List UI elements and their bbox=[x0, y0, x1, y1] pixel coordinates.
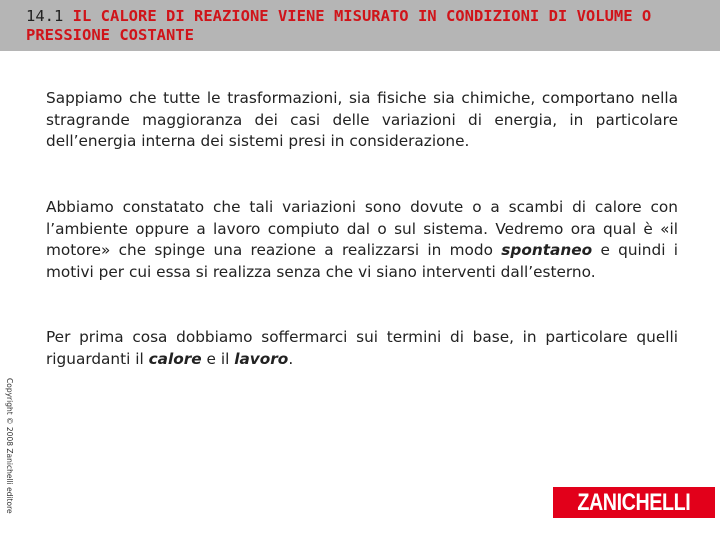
emphasis-spontaneo: spontaneo bbox=[501, 241, 593, 259]
paragraph-3-text-mid: e il bbox=[206, 349, 230, 368]
paragraph-3 bbox=[46, 327, 678, 370]
paragraph-2-text-a: Abbiamo constatato che tali variazioni sono dovute o a scambi di calore con l’ambiente oppure a lavoro compiuto dal o sul sistema. Vedremo ora qual è «il motore» che spinge una reazione a realizzarsi in modo bbox=[46, 198, 678, 259]
paragraph-3-end: . bbox=[288, 349, 294, 368]
logo-text: ZANICHELLI bbox=[577, 488, 691, 516]
zanichelli-logo bbox=[553, 487, 715, 518]
emphasis-calore: calore bbox=[148, 349, 202, 368]
paragraph-3-text-a: Per prima cosa dobbiamo soffermarci sui termini di base, in particolare quelli riguardanti il bbox=[46, 328, 678, 368]
header-bar bbox=[0, 0, 720, 51]
paragraph-2 bbox=[46, 197, 678, 283]
paragraph-1: Sappiamo che tutte le trasformazioni, sia fisiche sia chimiche, comportano nella stragrande maggioranza dei casi delle variazioni di energia, in particolare dell’energia interna dei sistemi presi in considerazione. bbox=[46, 89, 678, 150]
copyright-notice bbox=[0, 378, 20, 523]
section-title: IL CALORE DI REAZIONE VIENE MISURATO IN CONDIZIONI DI VOLUME O PRESSIONE COSTANTE bbox=[26, 7, 652, 44]
slide-title bbox=[26, 7, 706, 45]
paragraph-2-text-b: e quindi i motivi per cui essa si realizza senza che vi siano interventi dall’esterno. bbox=[46, 241, 678, 281]
emphasis-lavoro: lavoro bbox=[234, 349, 289, 368]
copyright-text: Copyright © 2008 Zanichelli editore bbox=[5, 378, 14, 514]
section-number: 14.1 bbox=[26, 7, 64, 25]
